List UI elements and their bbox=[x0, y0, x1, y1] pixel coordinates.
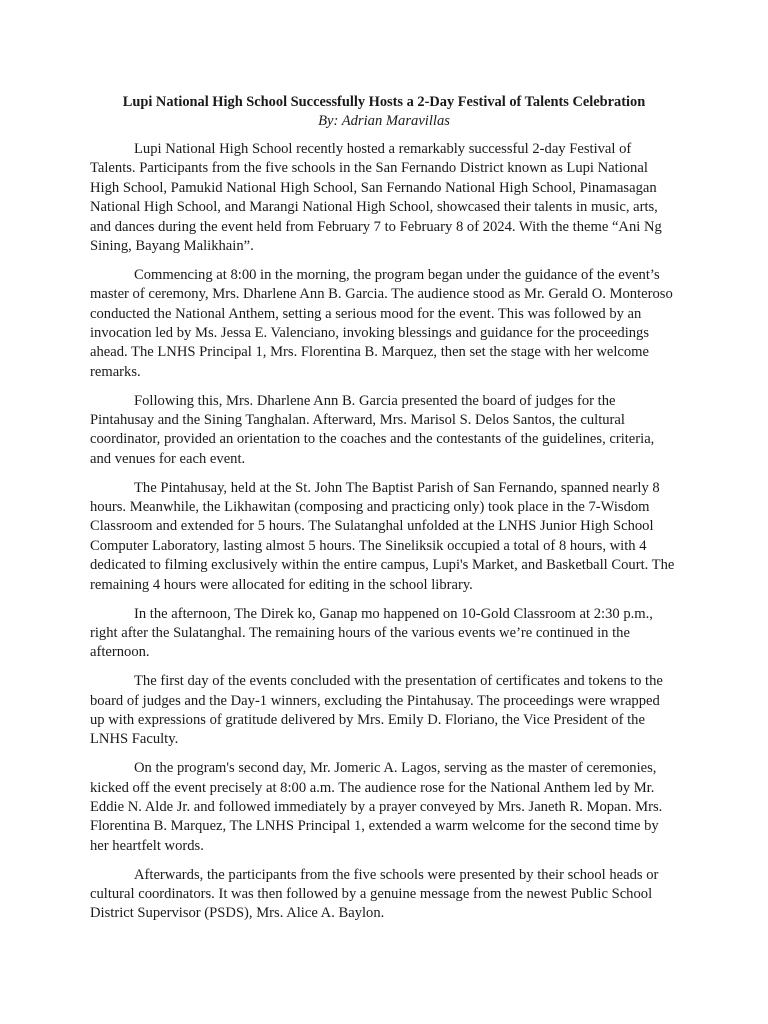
article-byline: By: Adrian Maravillas bbox=[318, 113, 450, 129]
paragraph: On the program's second day, Mr. Jomeric A. Lagos, serving as the master of ceremonies, kicked off the event precisely at 8:00 a.m. The audience rose for the National Anthem led by Mr. Eddie N. Alde Jr. and followed immediately by a prayer conveyed by Mrs. Janeth R. Mopan. Mrs. Florentina B. Marquez, The LNHS Principal 1, extended a warm welcome for the second time by her heartfelt words. bbox=[90, 760, 663, 854]
paragraph: In the afternoon, The Direk ko, Ganap mo happened on 10-Gold Classroom at 2:30 p.m., right after the Sulatanghal. The remaining hours of the various events we’re continued in the afternoon. bbox=[90, 605, 653, 661]
paragraph: Lupi National High School recently hosted a remarkably successful 2-day Festival of Talents. Participants from the five schools in the San Fernando District known as Lupi National High School, Pamukid National High School, San Fernando National High School, Pinamasagan National High School, and Marangi National High School, showcased their talents in music, arts, and dances during the event held from February 7 to February 8 of 2024. With the theme “Ani Ng Sining, Bayang Malikhain”. bbox=[90, 141, 662, 255]
paragraph: Afterwards, the participants from the five schools were presented by their school heads or cultural coordinators. It was then followed by a genuine message from the newest Public School District Supervisor (PSDS), Mrs. Alice A. Baylon. bbox=[90, 866, 659, 922]
paragraph: The Pintahusay, held at the St. John The Baptist Parish of San Fernando, spanned nearly 8 hours. Meanwhile, the Likhawitan (composing and practicing only) took place in the 7-Wisdom Classroom and extended for 5 hours. The Sulatanghal unfolded at the LNHS Junior High School Computer Laboratory, lasting almost 5 hours. The Sineliksik occupied a total of 8 hours, with 4 dedicated to filming exclusively within the entire campus, Lupi's Market, and Basketball Court. The remaining 4 hours were allocated for editing in the school library. bbox=[90, 479, 675, 593]
paragraph: Following this, Mrs. Dharlene Ann B. Garcia presented the board of judges for the Pintahusay and the Sining Tanghalan. Afterward, Mrs. Marisol S. Delos Santos, the cultural coordinator, provided an orientation to the coaches and the contestants of the guidelines, criteria, and venues for each event. bbox=[90, 392, 655, 467]
paragraph: Commencing at 8:00 in the morning, the program began under the guidance of the event’s master of ceremony, Mrs. Dharlene Ann B. Garcia. The audience stood as Mr. Gerald O. Monteroso conducted the National Anthem, setting a serious mood for the event. This was followed by an invocation led by Ms. Jessa E. Valenciano, invoking blessings and guidance for the proceedings ahead. The LNHS Principal 1, Mrs. Florentina B. Marquez, then set the stage with her welcome remarks. bbox=[90, 266, 673, 380]
article-title: Lupi National High School Successfully Hosts a 2-Day Festival of Talents Celebration bbox=[122, 94, 646, 110]
paragraph: The first day of the events concluded with the presentation of certificates and tokens to the board of judges and the Day-1 winners, excluding the Pintahusay. The proceedings were wrapped up with expressions of gratitude delivered by Mrs. Emily D. Floriano, the Vice President of the LNHS Faculty. bbox=[90, 673, 663, 748]
document-page bbox=[90, 93, 678, 933]
